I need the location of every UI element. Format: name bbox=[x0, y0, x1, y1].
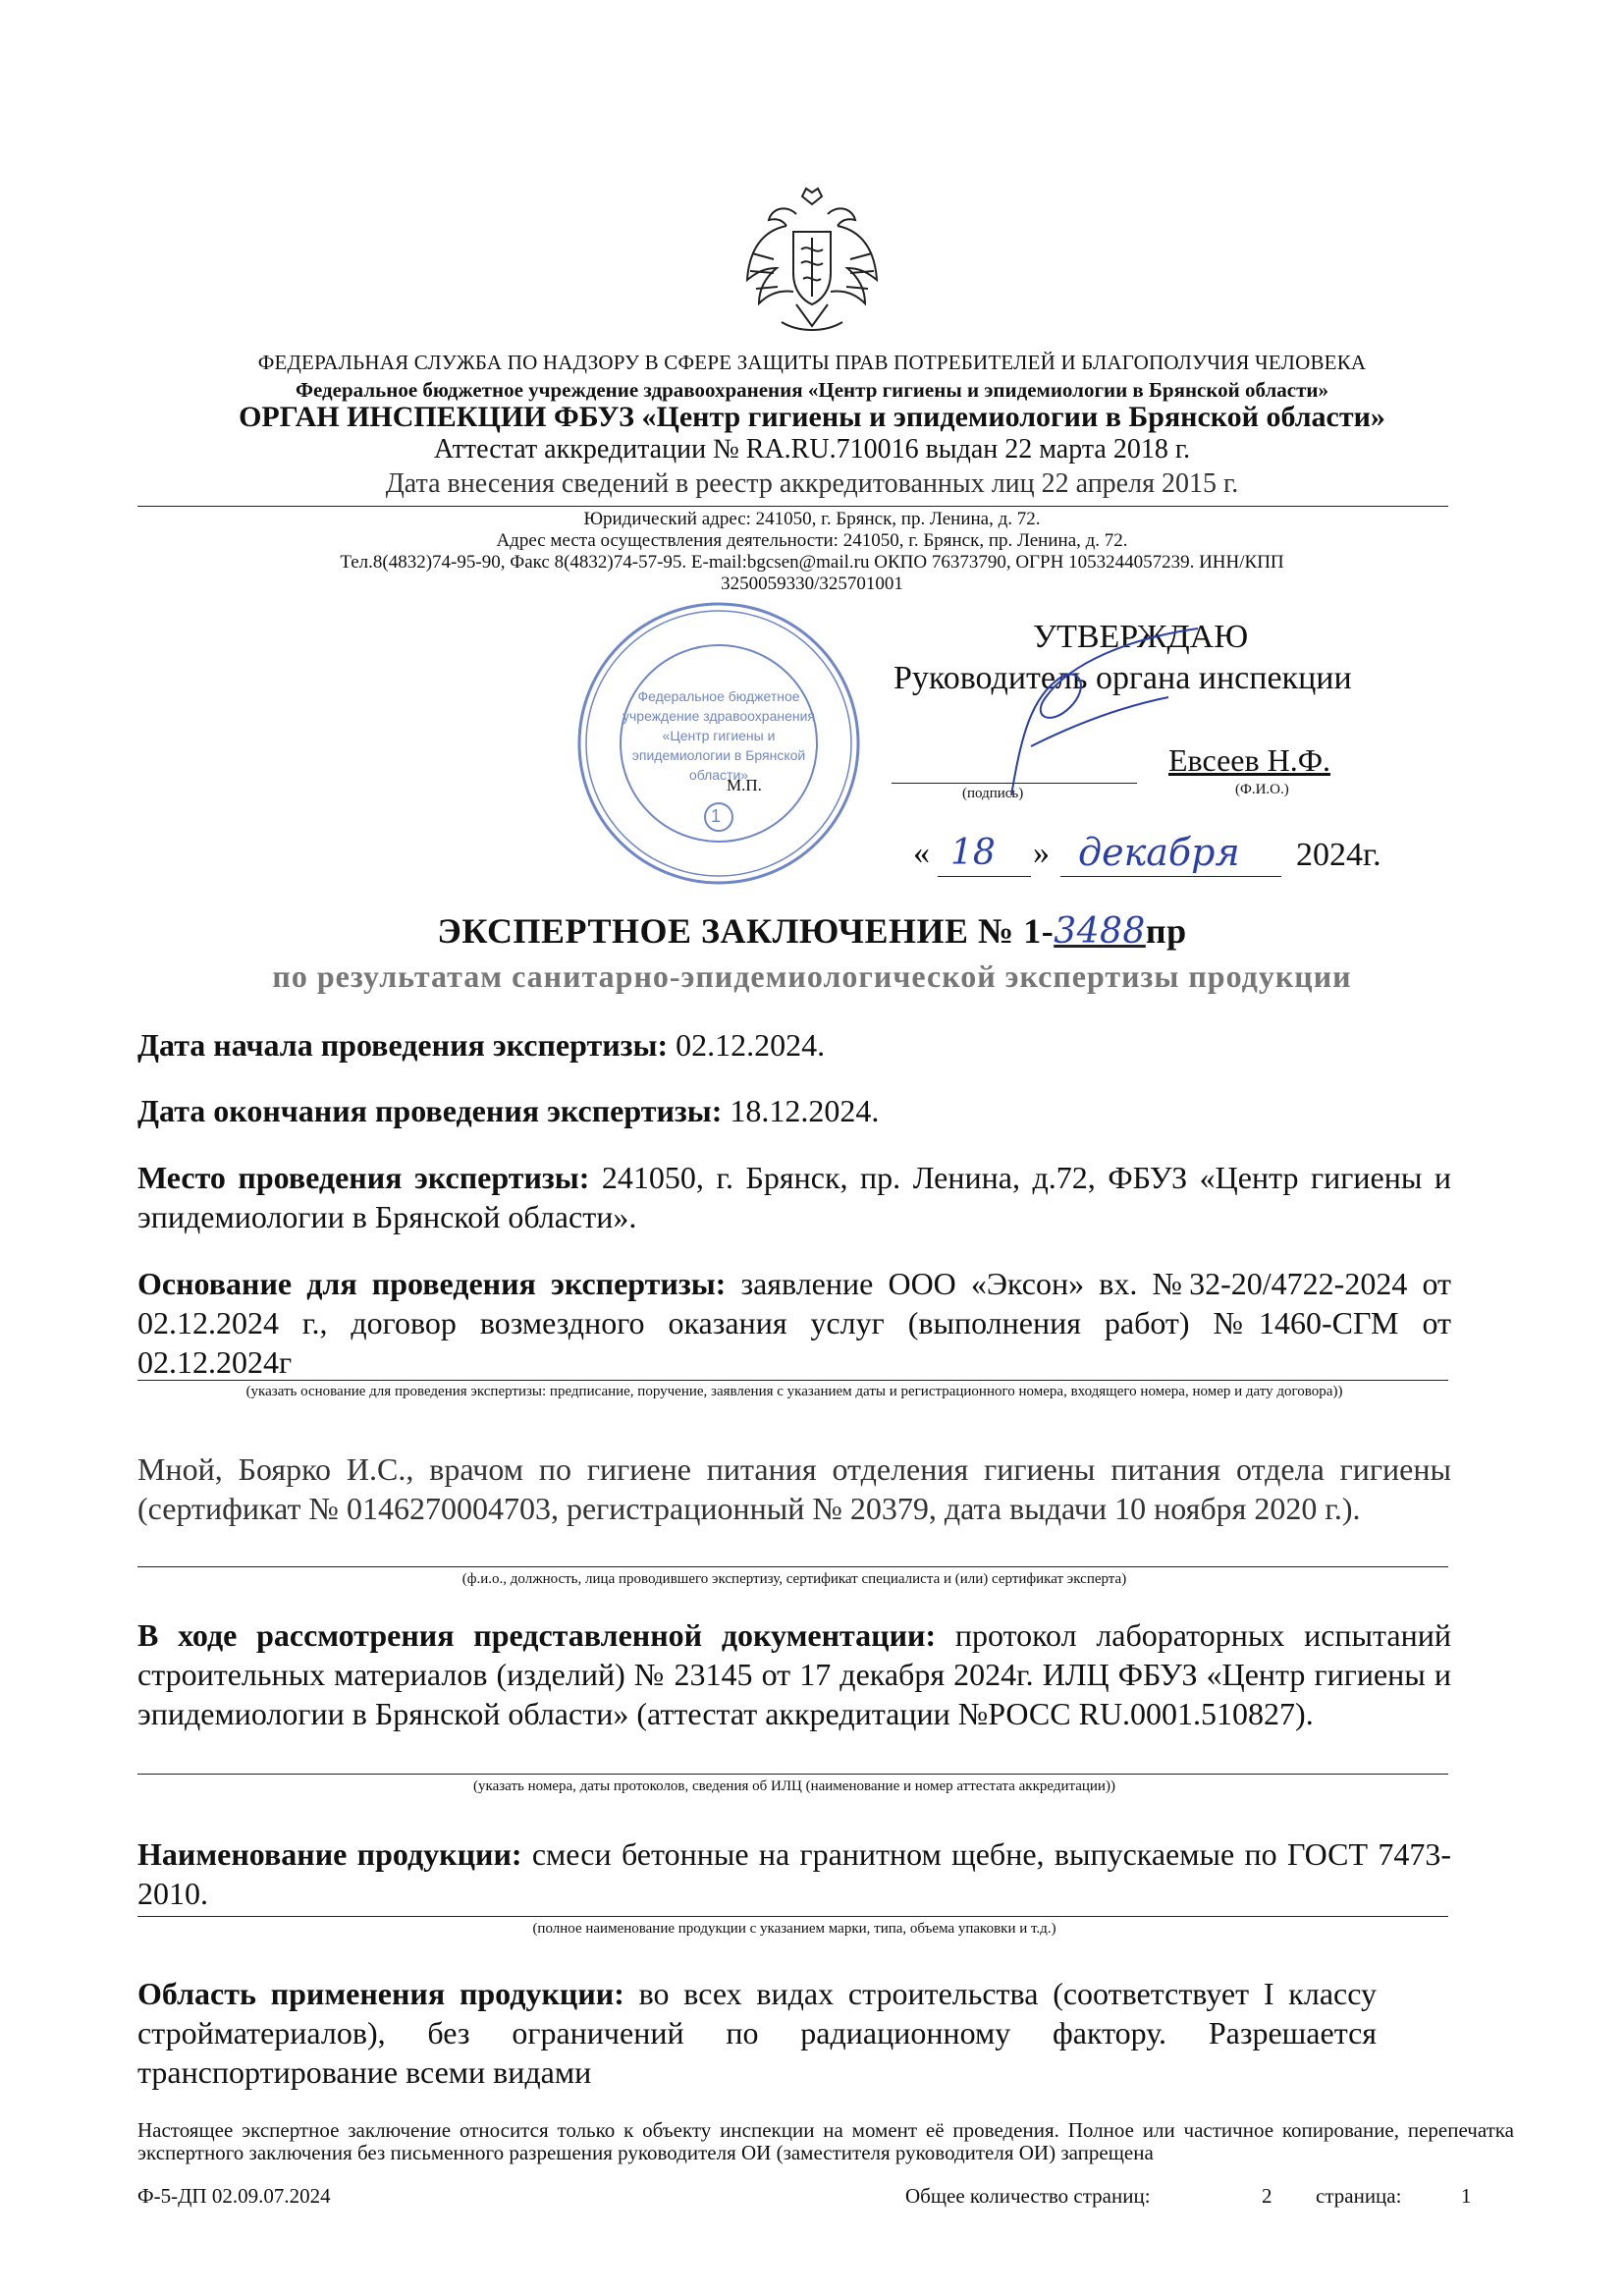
form-code: Ф-5-ДП 02.09.07.2024 bbox=[137, 2184, 331, 2208]
docs-paragraph bbox=[137, 1615, 1451, 1733]
footer-disclaimer: Настоящее экспертное заключение относится только к объекту инспекции на момент её проведения. Полное или частичное копирование, перепечатка экспертного заключения без письменного разрешения руководителя ОИ (заместителя руководителя ОИ) запрещена bbox=[137, 2118, 1514, 2164]
contacts-line-1: Тел.8(4832)74-95-90, Факс 8(4832)74-57-95. E-mail:bgcsen@mail.ru ОКПО 76373790, ОГРН 1053244057239. ИНН/КПП bbox=[340, 552, 1284, 573]
end-date-value: 18.12.2024. bbox=[722, 1093, 880, 1128]
registry-date: Дата внесения сведений в реестр аккредитованных лиц 22 апреля 2015 г. bbox=[385, 468, 1239, 499]
product-note: (полное наименование продукции с указанием марки, типа, объема упаковки и т.д.) bbox=[532, 1921, 1056, 1937]
stamp-line-4: эпидемиологии в Брянской bbox=[631, 747, 806, 763]
title-number: 3488 bbox=[1054, 911, 1146, 952]
document-subtitle: по результатам санитарно-эпидемиологической экспертизы продукции bbox=[272, 958, 1352, 994]
signature-scribble bbox=[972, 619, 1227, 815]
stamp-line-3: «Центр гигиены и bbox=[662, 728, 776, 743]
start-date-paragraph bbox=[137, 1025, 1451, 1065]
docs-value: протокол лабораторных испытаний строительных материалов (изделий) № 23145 от 17 декабря 2024г. ИЛЦ ФБУЗ «Центр гигиены и эпидемиологии в Брянской области» (аттестат аккредитации №РОСС RU.0001.510827). bbox=[137, 1617, 1452, 1731]
product-paragraph bbox=[137, 1834, 1451, 1913]
total-pages: 2 bbox=[1262, 2184, 1272, 2208]
product-rule bbox=[137, 1916, 1448, 1917]
end-date-paragraph bbox=[137, 1091, 1451, 1130]
inspection-body-name: ОРГАН ИНСПЕКЦИИ ФБУЗ «Центр гигиены и эпидемиологии в Брянской области» bbox=[239, 401, 1385, 433]
date-close-quote: » bbox=[1033, 835, 1050, 871]
basis-paragraph bbox=[137, 1264, 1451, 1382]
signature-caption: (подпись) bbox=[962, 786, 1024, 801]
end-date-label: Дата окончания проведения экспертизы: bbox=[137, 1093, 723, 1128]
header-rule bbox=[137, 506, 1448, 507]
date-month: декабря bbox=[1078, 831, 1240, 874]
page-number: 1 bbox=[1461, 2184, 1472, 2208]
expert-paragraph bbox=[137, 1449, 1451, 1528]
total-pages-label: Общее количество страниц: bbox=[905, 2184, 1151, 2208]
basis-note: (указать основание для проведения экспертизы: предписание, поручение, заявления с указанием даты и регистрационного номера, входящего номера, номер и дату договора)) bbox=[245, 1384, 1343, 1399]
stamp-line-5: области» bbox=[688, 767, 749, 783]
scope-value: во всех видах строительства (соответствует I классу стройматериалов), без ограничений по радиационному фактору. Разрешается транспортирование всеми видами bbox=[137, 1976, 1378, 2090]
agency-name: ФЕДЕРАЛЬНАЯ СЛУЖБА ПО НАДЗОРУ В СФЕРЕ ЗАЩИТЫ ПРАВ ПОТРЕБИТЕЛЕЙ И БЛАГОПОЛУЧИЯ ЧЕЛОВЕКА bbox=[257, 351, 1367, 374]
scope-paragraph bbox=[137, 1974, 1377, 2092]
docs-rule bbox=[137, 1774, 1448, 1775]
date-day: 18 bbox=[950, 833, 996, 873]
start-date-value: 02.12.2024. bbox=[668, 1027, 826, 1063]
document-title bbox=[0, 910, 1624, 952]
expert-rule bbox=[137, 1566, 1448, 1567]
place-label: Место проведения экспертизы: bbox=[137, 1160, 590, 1195]
contacts-line-2: 3250059330/325701001 bbox=[721, 574, 903, 594]
approver-name: Евсеев Н.Ф. bbox=[1168, 742, 1330, 778]
date-day-line bbox=[938, 876, 1031, 877]
date-year: 2024г. bbox=[1296, 837, 1381, 873]
stamp-place: М.П. bbox=[727, 776, 762, 794]
stamp-line-2: учреждение здравоохранения bbox=[622, 708, 816, 724]
stamp-number: 1 bbox=[711, 806, 722, 826]
page-label: страница: bbox=[1316, 2184, 1402, 2208]
legal-address: Юридический адрес: 241050, г. Брянск, пр. Ленина, д. 72. bbox=[583, 509, 1041, 529]
accreditation-certificate: Аттестат аккредитации № RA.RU.710016 выдан 22 марта 2018 г. bbox=[433, 434, 1191, 465]
name-caption: (Ф.И.О.) bbox=[1235, 782, 1289, 797]
title-prefix: ЭКСПЕРТНОЕ ЗАКЛЮЧЕНИЕ № 1- bbox=[437, 911, 1055, 951]
start-date-label: Дата начала проведения экспертизы: bbox=[137, 1027, 669, 1063]
expert-note: (ф.и.о., должность, лица проводившего экспертизу, сертификат специалиста и (или) сертификат эксперта) bbox=[461, 1571, 1127, 1587]
approver-position: Руководитель органа инспекции bbox=[893, 660, 1352, 696]
institution-name: Федеральное бюджетное учреждение здравоохранения «Центр гигиены и эпидемиологии в Брянской области» bbox=[295, 378, 1329, 402]
product-value: смеси бетонные на гранитном щебне, выпускаемые по ГОСТ 7473-2010. bbox=[137, 1836, 1452, 1911]
date-month-line bbox=[1060, 876, 1281, 877]
date-open-quote: « bbox=[913, 835, 930, 871]
basis-value: заявление ООО «Эксон» вх. №32-20/4722-2024 от 02.12.2024 г., договор возмездного оказания услуг (выполнения работ) №1460-СГМ от 02.12.2024г bbox=[137, 1266, 1452, 1380]
docs-note: (указать номера, даты протоколов, сведения об ИЛЦ (наименование и номер аттестата аккредитации)) bbox=[473, 1778, 1115, 1794]
expert-text: Мной, Боярко И.С., врачом по гигиене питания отделения гигиены питания отдела гигиены (сертификат № 0146270004703, регистрационный № 20379, дата выдачи 10 ноября 2020 г.). bbox=[137, 1451, 1451, 1526]
official-stamp bbox=[571, 596, 866, 891]
title-suffix: пр bbox=[1145, 911, 1187, 951]
place-paragraph bbox=[137, 1158, 1451, 1236]
activity-address: Адрес места осуществления деятельности: 241050, г. Брянск, пр. Ленина, д. 72. bbox=[496, 530, 1128, 551]
emblem-icon bbox=[742, 185, 882, 342]
place-value: 241050, г. Брянск, пр. Ленина, д.72, ФБУЗ «Центр гигиены и эпидемиологии в Брянской области». bbox=[137, 1160, 1452, 1234]
docs-label: В ходе рассмотрения представленной документации: bbox=[137, 1617, 937, 1653]
product-label: Наименование продукции: bbox=[137, 1836, 522, 1872]
approve-word: УТВЕРЖДАЮ bbox=[1033, 619, 1249, 655]
stamp-line-1: Федеральное бюджетное bbox=[637, 688, 800, 704]
basis-rule bbox=[137, 1380, 1448, 1381]
basis-label: Основание для проведения экспертизы: bbox=[137, 1266, 727, 1301]
scope-label: Область применения продукции: bbox=[137, 1976, 624, 2011]
